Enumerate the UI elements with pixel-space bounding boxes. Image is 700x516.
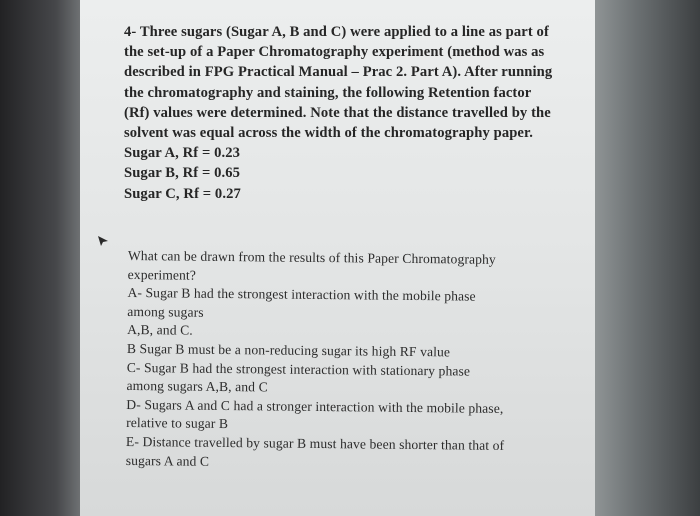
photo-background-left bbox=[0, 0, 80, 516]
rf-value-sugar-b: Sugar B, Rf = 0.65 bbox=[124, 165, 241, 182]
question-line: solvent was equal across the width of the chromatography paper. bbox=[124, 125, 533, 142]
question-line: (Rf) values were determined. Note that the distance travelled by the bbox=[124, 104, 551, 121]
mouse-pointer-icon bbox=[97, 235, 109, 247]
option-a-line: among sugars bbox=[127, 303, 204, 320]
prompt-line: experiment? bbox=[127, 266, 197, 283]
option-d-line: relative to sugar B bbox=[126, 415, 229, 432]
answer-section bbox=[126, 247, 558, 475]
photo-background-right bbox=[595, 0, 700, 516]
question-line: 4- Three sugars (Sugar A, B and C) were applied to a line as part of bbox=[124, 24, 549, 40]
option-a-line: A- Sugar B had the strongest interaction with the mobile phase bbox=[127, 285, 476, 304]
option-a-line: A,B, and C. bbox=[127, 322, 193, 339]
question-text bbox=[124, 22, 564, 204]
option-b-line: B Sugar B must be a non-reducing sugar its high RF value bbox=[126, 340, 451, 360]
prompt-line: What can be drawn from the results of this Paper Chromatography bbox=[127, 247, 496, 267]
option-c-line: C- Sugar B had the strongest interaction with stationary phase bbox=[126, 359, 471, 379]
option-c-line: among sugars A,B, and C bbox=[126, 378, 268, 395]
option-e-line: E- Distance travelled by sugar B must have been shorter than that of bbox=[125, 433, 505, 453]
rf-value-sugar-a: Sugar A, Rf = 0.23 bbox=[124, 145, 241, 162]
question-line: the set-up of a Paper Chromatography experiment (method was as bbox=[124, 44, 545, 61]
option-d-line: D- Sugars A and C had a stronger interaction with the mobile phase, bbox=[126, 396, 504, 416]
question-line: the chromatography and staining, the following Retention factor bbox=[124, 84, 532, 101]
option-e-line: sugars A and C bbox=[125, 452, 210, 469]
question-line: described in FPG Practical Manual – Prac 2. Part A). After running bbox=[124, 64, 553, 81]
rf-value-sugar-c: Sugar C, Rf = 0.27 bbox=[124, 185, 241, 202]
